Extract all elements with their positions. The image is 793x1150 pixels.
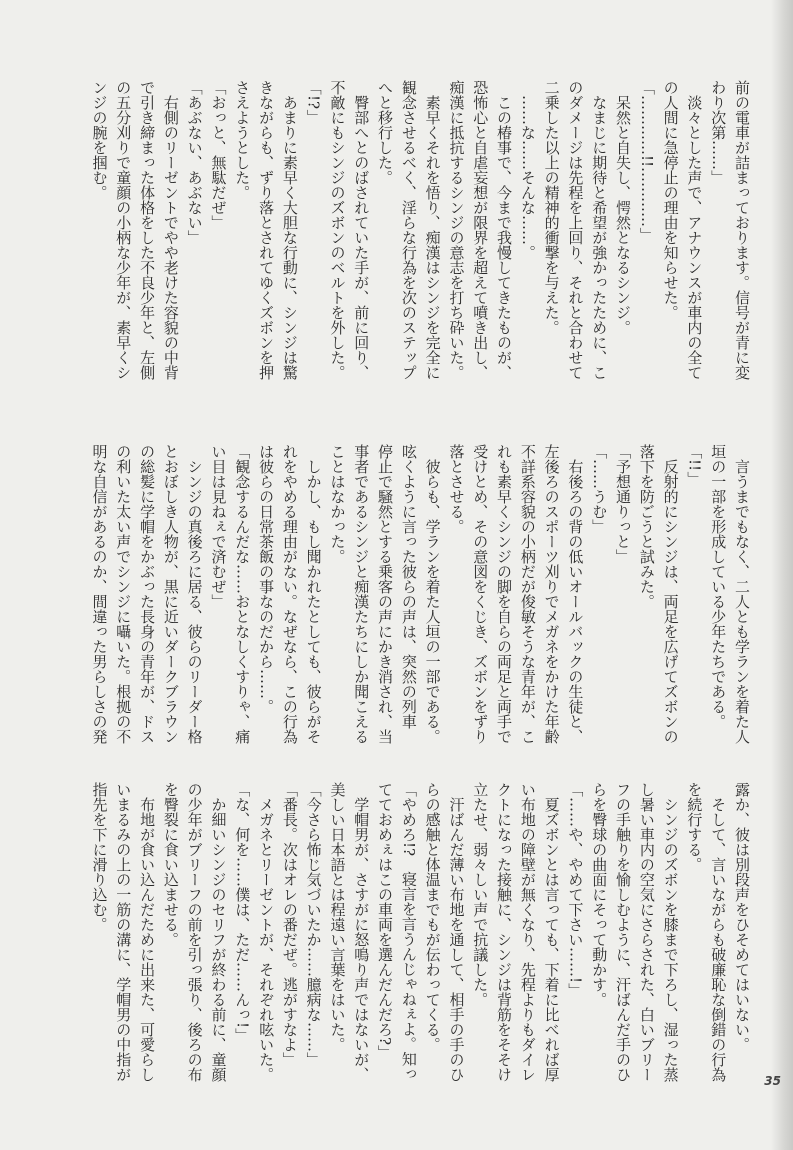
text-line: この椿事で、今まで我慢してきたものが、 <box>495 80 514 380</box>
text-line: 垣の一部を形成している少年たちである。 <box>709 444 728 729</box>
text-line: で引き締まった体格をした不良少年と、左側 <box>138 80 157 380</box>
text-line: シンジの真後ろに居る、彼らのリーダー格 <box>185 444 204 744</box>
text-line: 落とさせる。 <box>447 444 466 534</box>
text-line: 右側のリーゼントでやや老けた容貌の中背 <box>161 80 180 380</box>
text-line: ……な……そんな……。 <box>518 80 537 260</box>
text-line: い目は見ねぇで済むぜ」 <box>209 444 228 609</box>
text-line: しかし、もし聞かれたとしても、彼らがそ <box>304 444 323 744</box>
text-line: さえようとした。 <box>233 80 252 200</box>
text-line: シンジのズボンを膝まで下ろし、湿った蒸 <box>661 782 680 1082</box>
text-line: 「…………!!…………」 <box>637 80 656 243</box>
text-line: の少年がブリーフの前を引っ張り、後ろの布 <box>185 782 204 1082</box>
text-line: 布地が食い込んだために出来た、可愛らし <box>138 782 157 1082</box>
text-line: 言うまでもなく、二人とも学ランを着た人 <box>733 444 751 744</box>
page-number: 35 <box>764 1074 781 1088</box>
text-line: とおぼしき人物が、黒に近いダークブラウン <box>161 444 180 744</box>
text-line: ンジの腕を掴む。 <box>90 80 109 200</box>
text-line: 学帽男が、さすがに怒鳴り声ではないが、 <box>352 782 371 1082</box>
text-line: し暑い車内の空気にさらされた、白いブリー <box>637 782 656 1082</box>
text-line: 「予想通りっと」 <box>614 444 633 564</box>
text-line: の五分刈りで童顔の小柄な少年が、素早くシ <box>114 80 133 380</box>
text-line: 二乗した以上の精神的衝撃を与えた。 <box>542 80 561 335</box>
text-line: 観念させるべく、淫らな行為を次のステップ <box>399 80 418 380</box>
text-line: 右後ろの背の低いオールバックの生徒と、 <box>566 444 585 744</box>
text-line: 「!!」 <box>685 444 704 487</box>
text-line: の利いた太い声でシンジに囁いた。根拠の不 <box>114 444 133 744</box>
text-line: 「やめろ!? 寝言を言うんじゃねぇよ。知っ <box>399 782 418 1082</box>
text-line: 「あぶない、あぶない」 <box>185 80 204 245</box>
text-line: 左後ろのスポーツ刈りでメガネをかけた年齢 <box>542 444 561 744</box>
text-tier-bottom <box>85 782 753 1112</box>
text-tier-middle <box>85 444 753 774</box>
text-line: 「!?」 <box>304 80 323 125</box>
text-line: なまじに期待と希望が強かったために、こ <box>590 80 609 380</box>
text-line: 「番長。次はオレの番だぜ。逃がすなよ」 <box>280 782 299 1067</box>
text-line: フの手触りを愉しむように、汗ばんだ手のひ <box>614 782 633 1082</box>
text-line: 反射的にシンジは、両足を広げてズボンの <box>661 444 680 744</box>
text-line: か細いシンジのセリフが終わる前に、童顔 <box>209 782 228 1082</box>
text-line: 淡々とした声で、アナウンスが車内の全て <box>685 80 704 380</box>
text-line: 立たせ、弱々しい声で抗議した。 <box>471 782 490 1007</box>
text-line: 落下を防ごうと試みた。 <box>637 444 656 609</box>
text-line: へと移行した。 <box>376 80 395 185</box>
text-line: 恐怖心と自虐妄想が限界を超えて噴き出し、 <box>471 80 490 380</box>
text-line: そして、言いながらも破廉恥な倒錯の行為 <box>709 782 728 1082</box>
text-line: い布地の障壁が無くなり、先程よりもダイレ <box>518 782 537 1082</box>
text-line: 痴漢に抵抗するシンジの意志を打ち砕いた。 <box>447 80 466 380</box>
text-line: 呟くように言った彼らの声は、突然の列車 <box>399 444 418 729</box>
text-line: わり次第……」 <box>709 80 728 185</box>
text-line: メガネとリーゼントが、それぞれ呟いた。 <box>257 782 276 1082</box>
text-line: 「……うむ」 <box>590 444 609 534</box>
text-line: 汗ばんだ薄い布地を通して、相手の手のひ <box>447 782 466 1082</box>
text-line: 夏ズボンとは言っても、下着に比べれば厚 <box>542 782 561 1082</box>
text-line: は彼らの日常茶飯の事なのだから……。 <box>257 444 276 714</box>
text-line: いまるみの上の一筋の溝に、学帽男の中指が <box>114 782 133 1082</box>
text-line: の人間に急停止の理由を知らせた。 <box>661 80 680 320</box>
text-line: 事者であるシンジと痴漢たちにしか聞こえる <box>352 444 371 744</box>
text-line: 美しい日本語とは程遠い言葉をはいた。 <box>328 782 347 1052</box>
text-line: 彼らも、学ランを着た人垣の一部である。 <box>423 444 442 744</box>
text-line: 不詳系容貌の小柄だが俊敏そうな青年が、こ <box>518 444 537 744</box>
text-line: を臀裂に食い込ませる。 <box>161 782 180 947</box>
text-line: あまりに素早く大胆な行動に、シンジは驚 <box>280 80 299 380</box>
text-line: 露か、彼は別段声をひそめてはいない。 <box>733 782 751 1052</box>
text-line: の総髪に学帽をかぶった長身の青年が、ドス <box>138 444 157 744</box>
text-line: 「……や、やめて下さい……!」 <box>566 782 585 999</box>
text-line: れも素早くシンジの脚を自らの両足と両手で <box>495 444 514 744</box>
text-line: らの感触と体温までもが伝わってくる。 <box>423 782 442 1052</box>
text-tier-top <box>85 80 753 410</box>
text-line: 明な自信があるのか、間違った男らしさの発 <box>90 444 109 744</box>
text-line: 不敵にもシンジのズボンのベルトを外した。 <box>328 80 347 380</box>
scan-edge-shadow <box>771 0 793 1150</box>
text-line: 「おっと、無駄だぜ」 <box>209 80 228 230</box>
text-line: 「今さら怖じ気づいたか……臆病な……」 <box>304 782 323 1067</box>
text-line: 「観念するんだな……おとなしくすりゃ、痛 <box>233 444 252 744</box>
text-line: ことはなかった。 <box>328 444 347 564</box>
text-line: 「な、何を……僕は、ただ……んっ!」 <box>233 782 252 1044</box>
text-line: 前の電車が詰まっております。信号が青に変 <box>733 80 751 380</box>
text-line: 停止で騒然とする乗客の声にかき消され、当 <box>376 444 395 744</box>
text-line: 受けとめ、その意図をくじき、ズボンをずり <box>471 444 490 744</box>
text-line: 指先を下に滑り込む。 <box>90 782 109 932</box>
text-line: 呆然と自失し、愕然となるシンジ。 <box>614 80 633 335</box>
text-line: れをやめる理由がない。なぜなら、この行為 <box>280 444 299 744</box>
text-line: 臀部へとのばされていた手が、前に回り、 <box>352 80 371 380</box>
text-line: きながらも、ずり落とされてゆくズボンを押 <box>257 80 276 380</box>
text-line: てておめぇはこの車両を選んだんだろ?」 <box>376 782 395 1061</box>
text-line: らを臀球の曲面にそって動かす。 <box>590 782 609 1007</box>
text-line: のダメージは先程を上回り、それと合わせて <box>566 80 585 380</box>
text-line: 素早くそれを悟り、痴漢はシンジを完全に <box>423 80 442 380</box>
text-line: を続行する。 <box>685 782 704 872</box>
text-line: クトになった接触に、シンジは背筋をそそけ <box>495 782 514 1082</box>
